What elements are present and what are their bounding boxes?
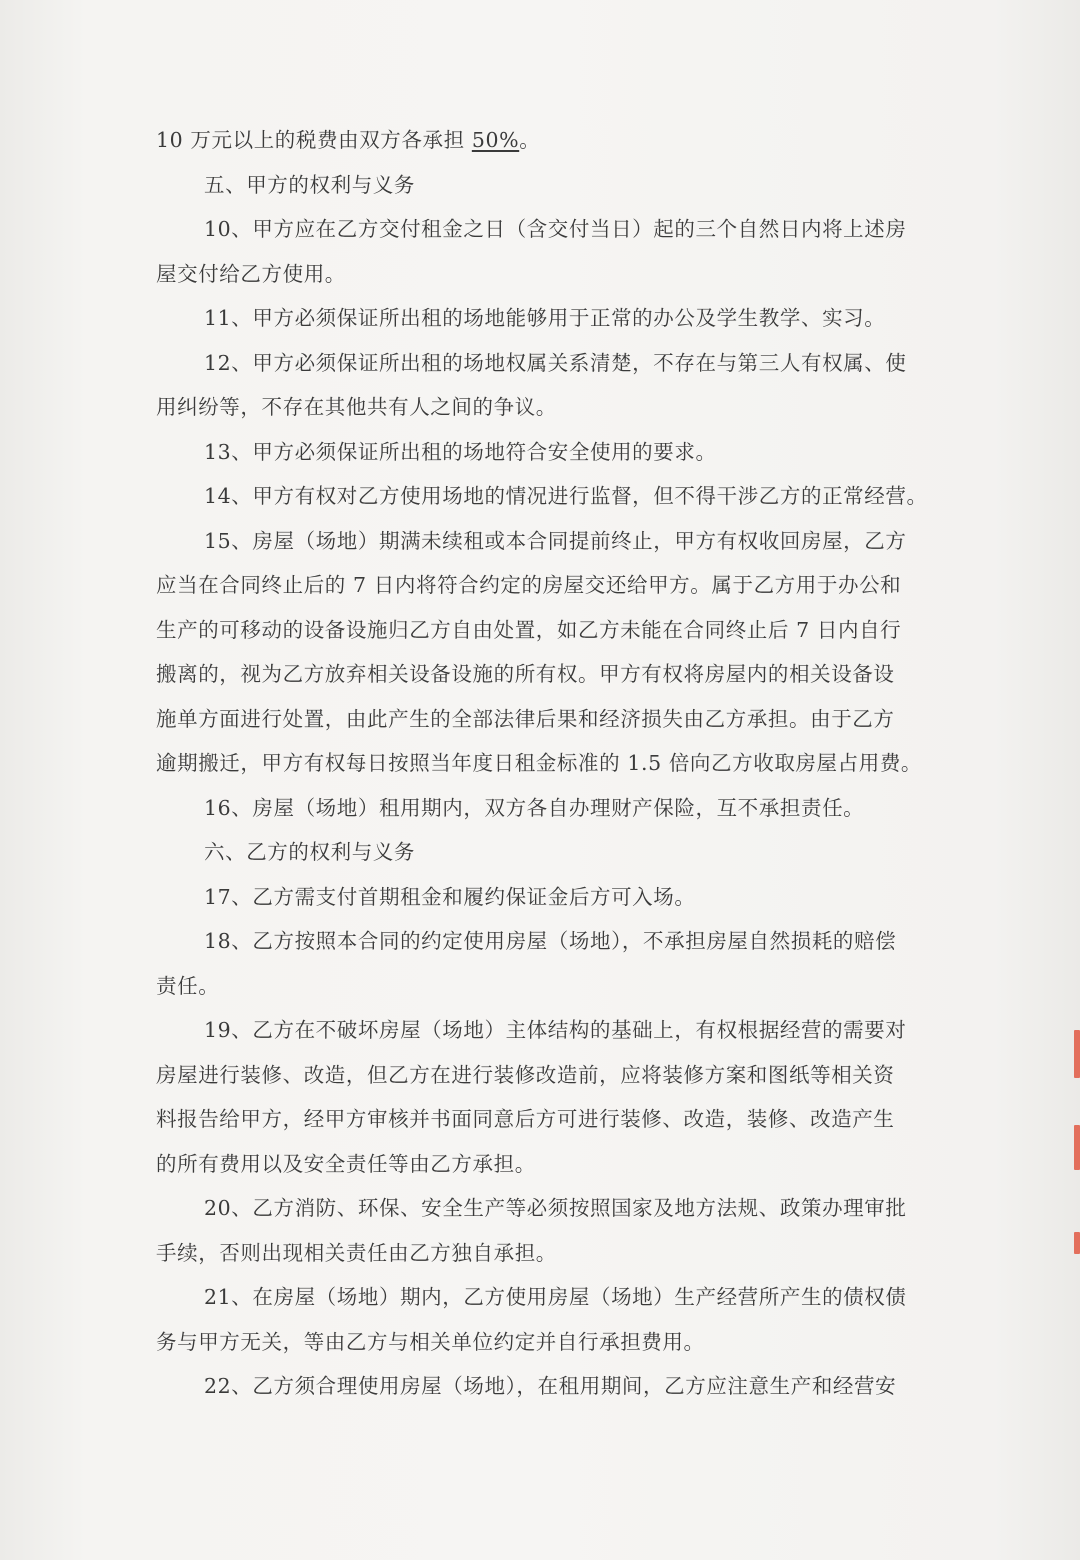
underlined-percentage: 50% [471,128,520,152]
section-heading-5: 五、甲方的权利与义务 [204,172,415,197]
clause-19-line-2: 房屋进行装修、改造，但乙方在进行装修改造前，应将装修方案和图纸等相关资 [156,1062,895,1087]
clause-12-line-2: 用纠纷等，不存在其他共有人之间的争议。 [156,395,557,419]
clause-10-line-1: 10、甲方应在乙方交付租金之日（含交付当日）起的三个自然日内将上述房 [204,217,907,241]
clause-19-line-1: 19、乙方在不破坏房屋（场地）主体结构的基础上，有权根据经营的需要对 [204,1018,907,1042]
seal-edge-mark [1074,1125,1080,1170]
clause-11: 11、甲方必须保证所出租的场地能够用于正常的办公及学生教学、实习。 [204,306,886,330]
clause-21-line-1: 21、在房屋（场地）期内，乙方使用房屋（场地）生产经营所产生的债权债 [204,1285,907,1309]
clause-15-line-6: 逾期搬迁，甲方有权每日按照当年度日租金标准的 1.5 倍向乙方收取房屋占用费。 [156,751,923,775]
section-heading-6: 六、乙方的权利与义务 [204,840,415,864]
clause-14: 14、甲方有权对乙方使用场地的情况进行监督，但不得干涉乙方的正常经营。 [204,484,928,508]
clause-20-line-2: 手续，否则出现相关责任由乙方独自承担。 [156,1240,557,1265]
clause-15-line-2: 应当在合同终止后的 7 日内将符合约定的房屋交还给甲方。属于乙方用于办公和 [156,573,902,597]
contract-body [156,118,956,1409]
seal-edge-mark [1074,1232,1080,1254]
clause-15-line-3: 生产的可移动的设备设施归乙方自由处置，如乙方未能在合同终止后 7 日内自行 [156,617,902,642]
clause-10-line-2: 屋交付给乙方使用。 [156,261,346,286]
clause-22-line-1: 22、乙方须合理使用房屋（场地），在租用期间，乙方应注意生产和经营安 [204,1374,897,1398]
clause-19-line-3: 料报告给甲方，经甲方审核并书面同意后方可进行装修、改造，装修、改造产生 [156,1107,895,1131]
seal-edge-mark [1074,1030,1080,1078]
clause-18-line-1: 18、乙方按照本合同的约定使用房屋（场地），不承担房屋自然损耗的赔偿 [204,929,897,953]
clause-19-line-4: 的所有费用以及安全责任等由乙方承担。 [156,1151,536,1176]
clause-21-line-2: 务与甲方无关，等由乙方与相关单位约定并自行承担费用。 [156,1329,705,1354]
clause-16: 16、房屋（场地）租用期内，双方各自办理财产保险，互不承担责任。 [204,795,865,820]
text-line-1: 10 万元以上的税费由双方各承担 50%。 [156,128,541,152]
clause-13: 13、甲方必须保证所出租的场地符合安全使用的要求。 [204,439,717,464]
clause-20-line-1: 20、乙方消防、环保、安全生产等必须按照国家及地方法规、政策办理审批 [204,1196,907,1220]
clause-17: 17、乙方需支付首期租金和履约保证金后方可入场。 [204,884,696,909]
clause-18-line-2: 责任。 [156,973,220,998]
clause-15-line-4: 搬离的，视为乙方放弃相关设备设施的所有权。甲方有权将房屋内的相关设备设 [156,662,895,686]
clause-15-line-5: 施单方面进行处置，由此产生的全部法律后果和经济损失由乙方承担。由于乙方 [156,706,895,731]
clause-12-line-1: 12、甲方必须保证所出租的场地权属关系清楚，不存在与第三人有权属、使 [204,350,907,375]
clause-15-line-1: 15、房屋（场地）期满未续租或本合同提前终止，甲方有权收回房屋，乙方 [204,528,907,553]
